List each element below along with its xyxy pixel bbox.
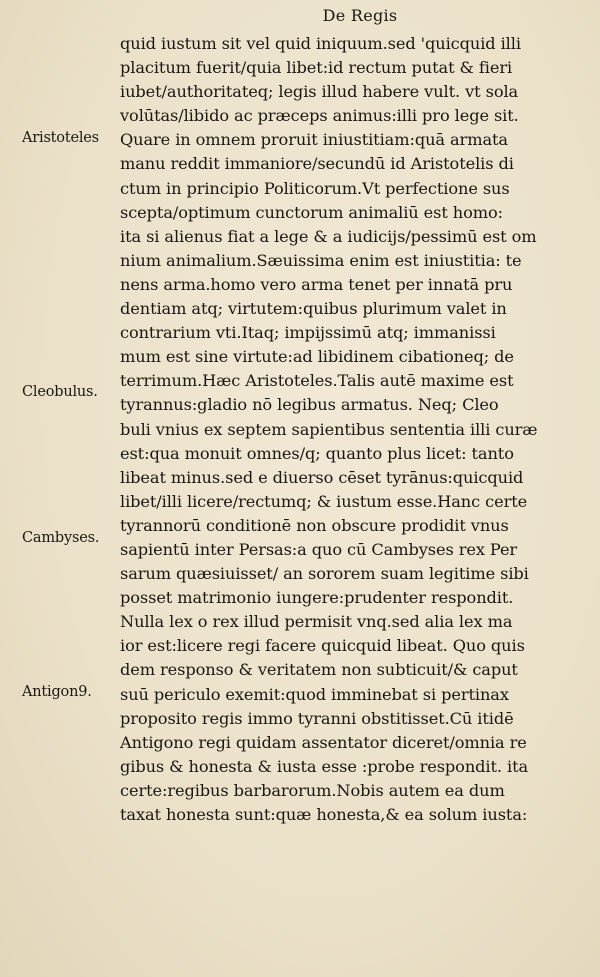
text-line: posset matrimonio iungere:prudenter respondit. [120,588,514,608]
text-line: ita si alienus fiat a lege & a iudicijs/pessimū est om [120,226,537,246]
text-line: tyrannus:gladio nō legibus armatus. Neq; Cleo [120,395,499,415]
text-line: dem responso & veritatem non subticuit/& caput [120,660,518,680]
text-line: tyrannorū conditionē non obscure prodidit vnus [120,515,509,535]
text-line: gibus & honesta & iusta esse :probe respondit. ita [120,756,529,776]
main-text-block [120,32,568,827]
text-line: certe:regibus barbarorum.Nobis autem ea dum [120,780,505,800]
text-line: libeat minus.sed e diuerso cēset tyrānus:quicquid [120,467,524,487]
text-line: sapientū inter Persas:a quo cū Cambyses rex Per [120,539,518,559]
text-line: Antigono regi quidam assentator diceret/omnia re [120,732,527,752]
text-line: proposito regis immo tyranni obstitisset.Cū itidē [120,708,514,728]
text-line: mum est sine virtute:ad libidinem cibationeq; de [120,347,514,367]
text-line: est:qua monuit omnes/q; quanto plus licet: tanto [120,443,514,463]
text-line: placitum fuerit/quia libet:id rectum putat & fieri [120,58,513,78]
text-line: taxat honesta sunt:quæ honesta,& ea solum iusta: [120,805,528,824]
text-line: ctum in principio Politicorum.Vt perfectione sus [120,178,510,198]
text-line: ior est:licere regi facere quicquid libeat. Quo quis [120,636,525,656]
text-line: nium animalium.Sæuissima enim est iniustitia: te [120,250,522,270]
text-line: Quare in omnem proruit iniustitiam:quā armata [120,130,508,150]
text-line: Nulla lex o rex illud permisit vnq.sed alia lex ma [120,612,513,632]
text-line: manu reddit immaniore/secundū id Aristotelis di [120,154,514,174]
margin-note-antigonus: Antigon9. [22,684,92,700]
text-line: terrimum.Hæc Aristoteles.Talis autē maxime est [120,371,514,391]
text-line: dentiam atq; virtutem:quibus plurimum valet in [120,299,507,319]
text-line: sarum quæsiuisset/ an sororem suam legitime sibi [120,564,529,584]
margin-note-cleobulus: Cleobulus. [22,384,98,400]
text-line: buli vnius ex septem sapientibus sententia illi curæ [120,419,538,439]
margin-note-cambyses: Cambyses. [22,530,100,546]
text-line: suū periculo exemit:quod imminebat si pertinax [120,684,509,704]
text-line: nens arma.homo vero arma tenet per innatā pru [120,274,513,294]
text-line: libet/illi licere/rectumq; & iustum esse.Hanc certe [120,491,528,511]
text-line: contrarium vti.Itaq; impijssimū atq; immanissi [120,323,496,343]
margin-note-aristoteles: Aristoteles [22,130,99,146]
text-line: quid iustum sit vel quid iniquum.sed 'quicquid illi [120,34,521,53]
text-line: scepta/optimum cunctorum animaliū est homo: [120,202,504,222]
running-head: De Regis [322,6,398,25]
text-line: iubet/authoritateq; legis illud habere vult. vt sola [120,82,519,102]
text-line: volūtas/libido ac præceps animus:illi pro lege sit. [120,106,519,126]
